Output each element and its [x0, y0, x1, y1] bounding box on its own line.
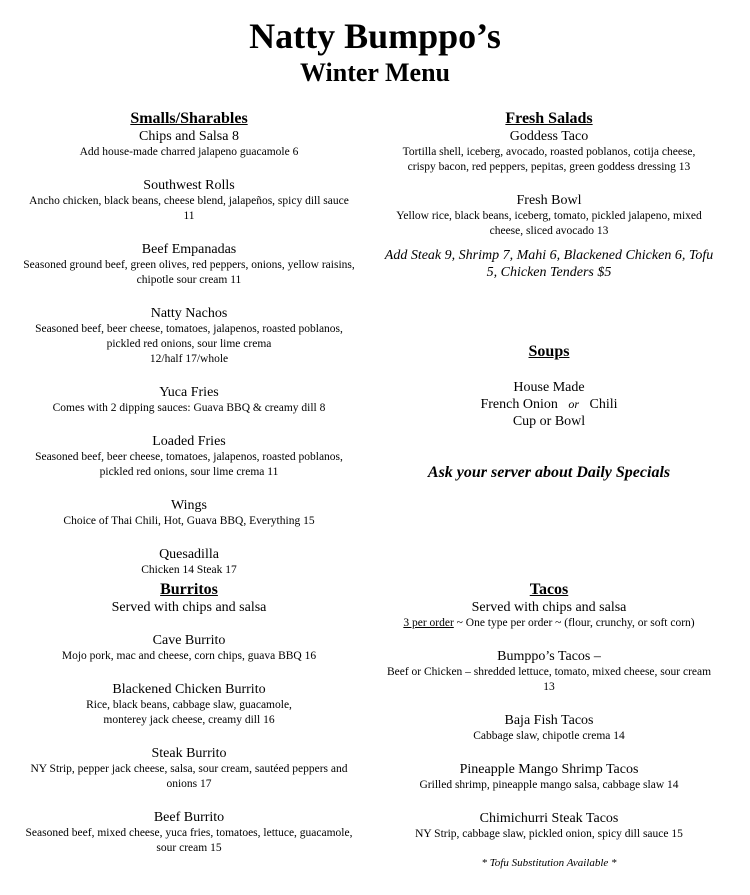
- menu-item-name: Goddess Taco: [509, 129, 589, 144]
- menu-item-price: 12/half 17/whole: [149, 353, 229, 365]
- menu-item-name: Bumppo’s Tacos –: [497, 649, 601, 664]
- menu-item-desc: monterey jack cheese, creamy dill 16: [103, 714, 275, 726]
- tacos-order-detail: ~ One type per order ~ (flour, crunchy, or soft corn): [453, 617, 695, 629]
- menu-item-name: Southwest Rolls: [143, 178, 235, 193]
- menu-item-desc: Seasoned beef, beer cheese, tomatoes, jalapenos, roasted poblanos,: [35, 451, 343, 463]
- menu-item-desc: Rice, black beans, cabbage slaw, guacamole,: [86, 699, 292, 711]
- menu-item-desc: Tortilla shell, iceberg, avocado, roasted poblanos, cotija cheese,: [402, 146, 696, 158]
- soup-french-onion: French Onion: [480, 397, 558, 412]
- menu-item-name: Steak Burrito: [151, 746, 227, 761]
- menu-item-desc: Chicken 14 Steak 17: [141, 564, 237, 576]
- menu-item-name: Blackened Chicken Burrito: [112, 682, 266, 697]
- menu-item-name: Baja Fish Tacos: [504, 713, 594, 728]
- soup-size: Cup or Bowl: [512, 414, 586, 429]
- tacos-section: [350, 581, 748, 870]
- restaurant-title: Natty Bumppo’s: [249, 16, 501, 56]
- tacos-subheading: Served with chips and salsa: [471, 600, 627, 615]
- salad-addons: Add Steak 9, Shrimp 7, Mahi 6, Blackened Chicken 6, Tofu: [384, 248, 714, 263]
- tofu-footnote: * Tofu Substitution Available *: [481, 857, 617, 869]
- menu-item-desc: Yellow rice, black beans, iceberg, tomato, pickled jalapeno, mixed: [396, 210, 702, 222]
- menu-item-desc: chipotle sour cream 11: [136, 274, 242, 286]
- soup-options: [373, 396, 725, 413]
- soups-heading: Soups: [528, 343, 570, 360]
- menu-item-name: Fresh Bowl: [516, 193, 582, 208]
- salads-section: [373, 110, 725, 281]
- burritos-section: [0, 581, 378, 856]
- soup-or: or: [568, 397, 580, 411]
- menu-item-name: Yuca Fries: [159, 385, 219, 400]
- menu-item-desc: sour cream 15: [156, 842, 222, 854]
- menu-item-name: Cave Burrito: [152, 633, 226, 648]
- menu-item-desc: Seasoned ground beef, green olives, red peppers, onions, yellow raisins,: [23, 259, 355, 271]
- tacos-heading: Tacos: [529, 581, 569, 598]
- tacos-per-order: 3 per order: [403, 617, 454, 629]
- soup-line: House Made: [513, 380, 585, 395]
- salad-addons-cont: 5, Chicken Tenders $5: [486, 265, 612, 280]
- menu-item-name: Pineapple Mango Shrimp Tacos: [459, 762, 639, 777]
- menu-item-desc: Seasoned beef, mixed cheese, yuca fries, tomatoes, lettuce, guacamole,: [25, 827, 353, 839]
- menu-item-desc: Grilled shrimp, pineapple mango salsa, cabbage slaw 14: [419, 779, 679, 791]
- menu-item-desc: Mojo pork, mac and cheese, corn chips, guava BBQ 16: [61, 650, 317, 662]
- tacos-order-rules: [350, 616, 748, 631]
- menu-item-desc: NY Strip, pepper jack cheese, salsa, sour cream, sautéed peppers and: [30, 763, 348, 775]
- menu-item-desc: Beef or Chicken – shredded lettuce, tomato, mixed cheese, sour cream: [386, 666, 712, 678]
- specials-section: [373, 463, 725, 483]
- smalls-section: [0, 110, 378, 578]
- menu-item-name: Beef Empanadas: [141, 242, 237, 257]
- soups-section: [373, 343, 725, 430]
- salads-heading: Fresh Salads: [505, 110, 593, 127]
- menu-item-desc: onions 17: [166, 778, 212, 790]
- menu-item-desc: Add house-made charred jalapeno guacamole 6: [79, 146, 299, 158]
- daily-specials-note: Ask your server about Daily Specials: [427, 464, 671, 481]
- burritos-subheading: Served with chips and salsa: [111, 600, 267, 615]
- burritos-heading: Burritos: [160, 581, 218, 598]
- menu-item-name: Natty Nachos: [150, 306, 228, 321]
- menu-item-name: Quesadilla: [159, 547, 219, 562]
- smalls-heading: Smalls/Sharables: [130, 110, 248, 127]
- menu-item-name: Loaded Fries: [152, 434, 226, 449]
- menu-item-desc: cheese, sliced avocado 13: [489, 225, 609, 237]
- menu-item-desc: Cabbage slaw, chipotle crema 14: [473, 730, 625, 742]
- menu-item-desc: 11: [183, 210, 195, 222]
- menu-item-desc: pickled red onions, sour lime crema 11: [99, 466, 279, 478]
- menu-item-name: Beef Burrito: [153, 810, 225, 825]
- menu-item-desc: Ancho chicken, black beans, cheese blend, jalapeños, spicy dill sauce: [29, 195, 349, 207]
- menu-item-name: Wings: [171, 498, 207, 513]
- menu-item-name: Chimichurri Steak Tacos: [479, 811, 619, 826]
- menu-item-desc: Comes with 2 dipping sauces: Guava BBQ & creamy dill 8: [52, 402, 326, 414]
- menu-item-desc: NY Strip, cabbage slaw, pickled onion, spicy dill sauce 15: [415, 828, 683, 840]
- menu-item-desc: crispy bacon, red peppers, pepitas, green goddess dressing 13: [407, 161, 691, 173]
- soup-chili: Chili: [589, 397, 618, 412]
- menu-item-desc: pickled red onions, sour lime crema: [106, 338, 272, 350]
- menu-item-name: Chips and Salsa 8: [139, 129, 239, 144]
- menu-subtitle: Winter Menu: [300, 58, 450, 87]
- menu-item-desc: 13: [543, 681, 555, 693]
- menu-item-desc: Choice of Thai Chili, Hot, Guava BBQ, Everything 15: [63, 515, 315, 527]
- menu-item-desc: Seasoned beef, beer cheese, tomatoes, jalapenos, roasted poblanos,: [35, 323, 343, 335]
